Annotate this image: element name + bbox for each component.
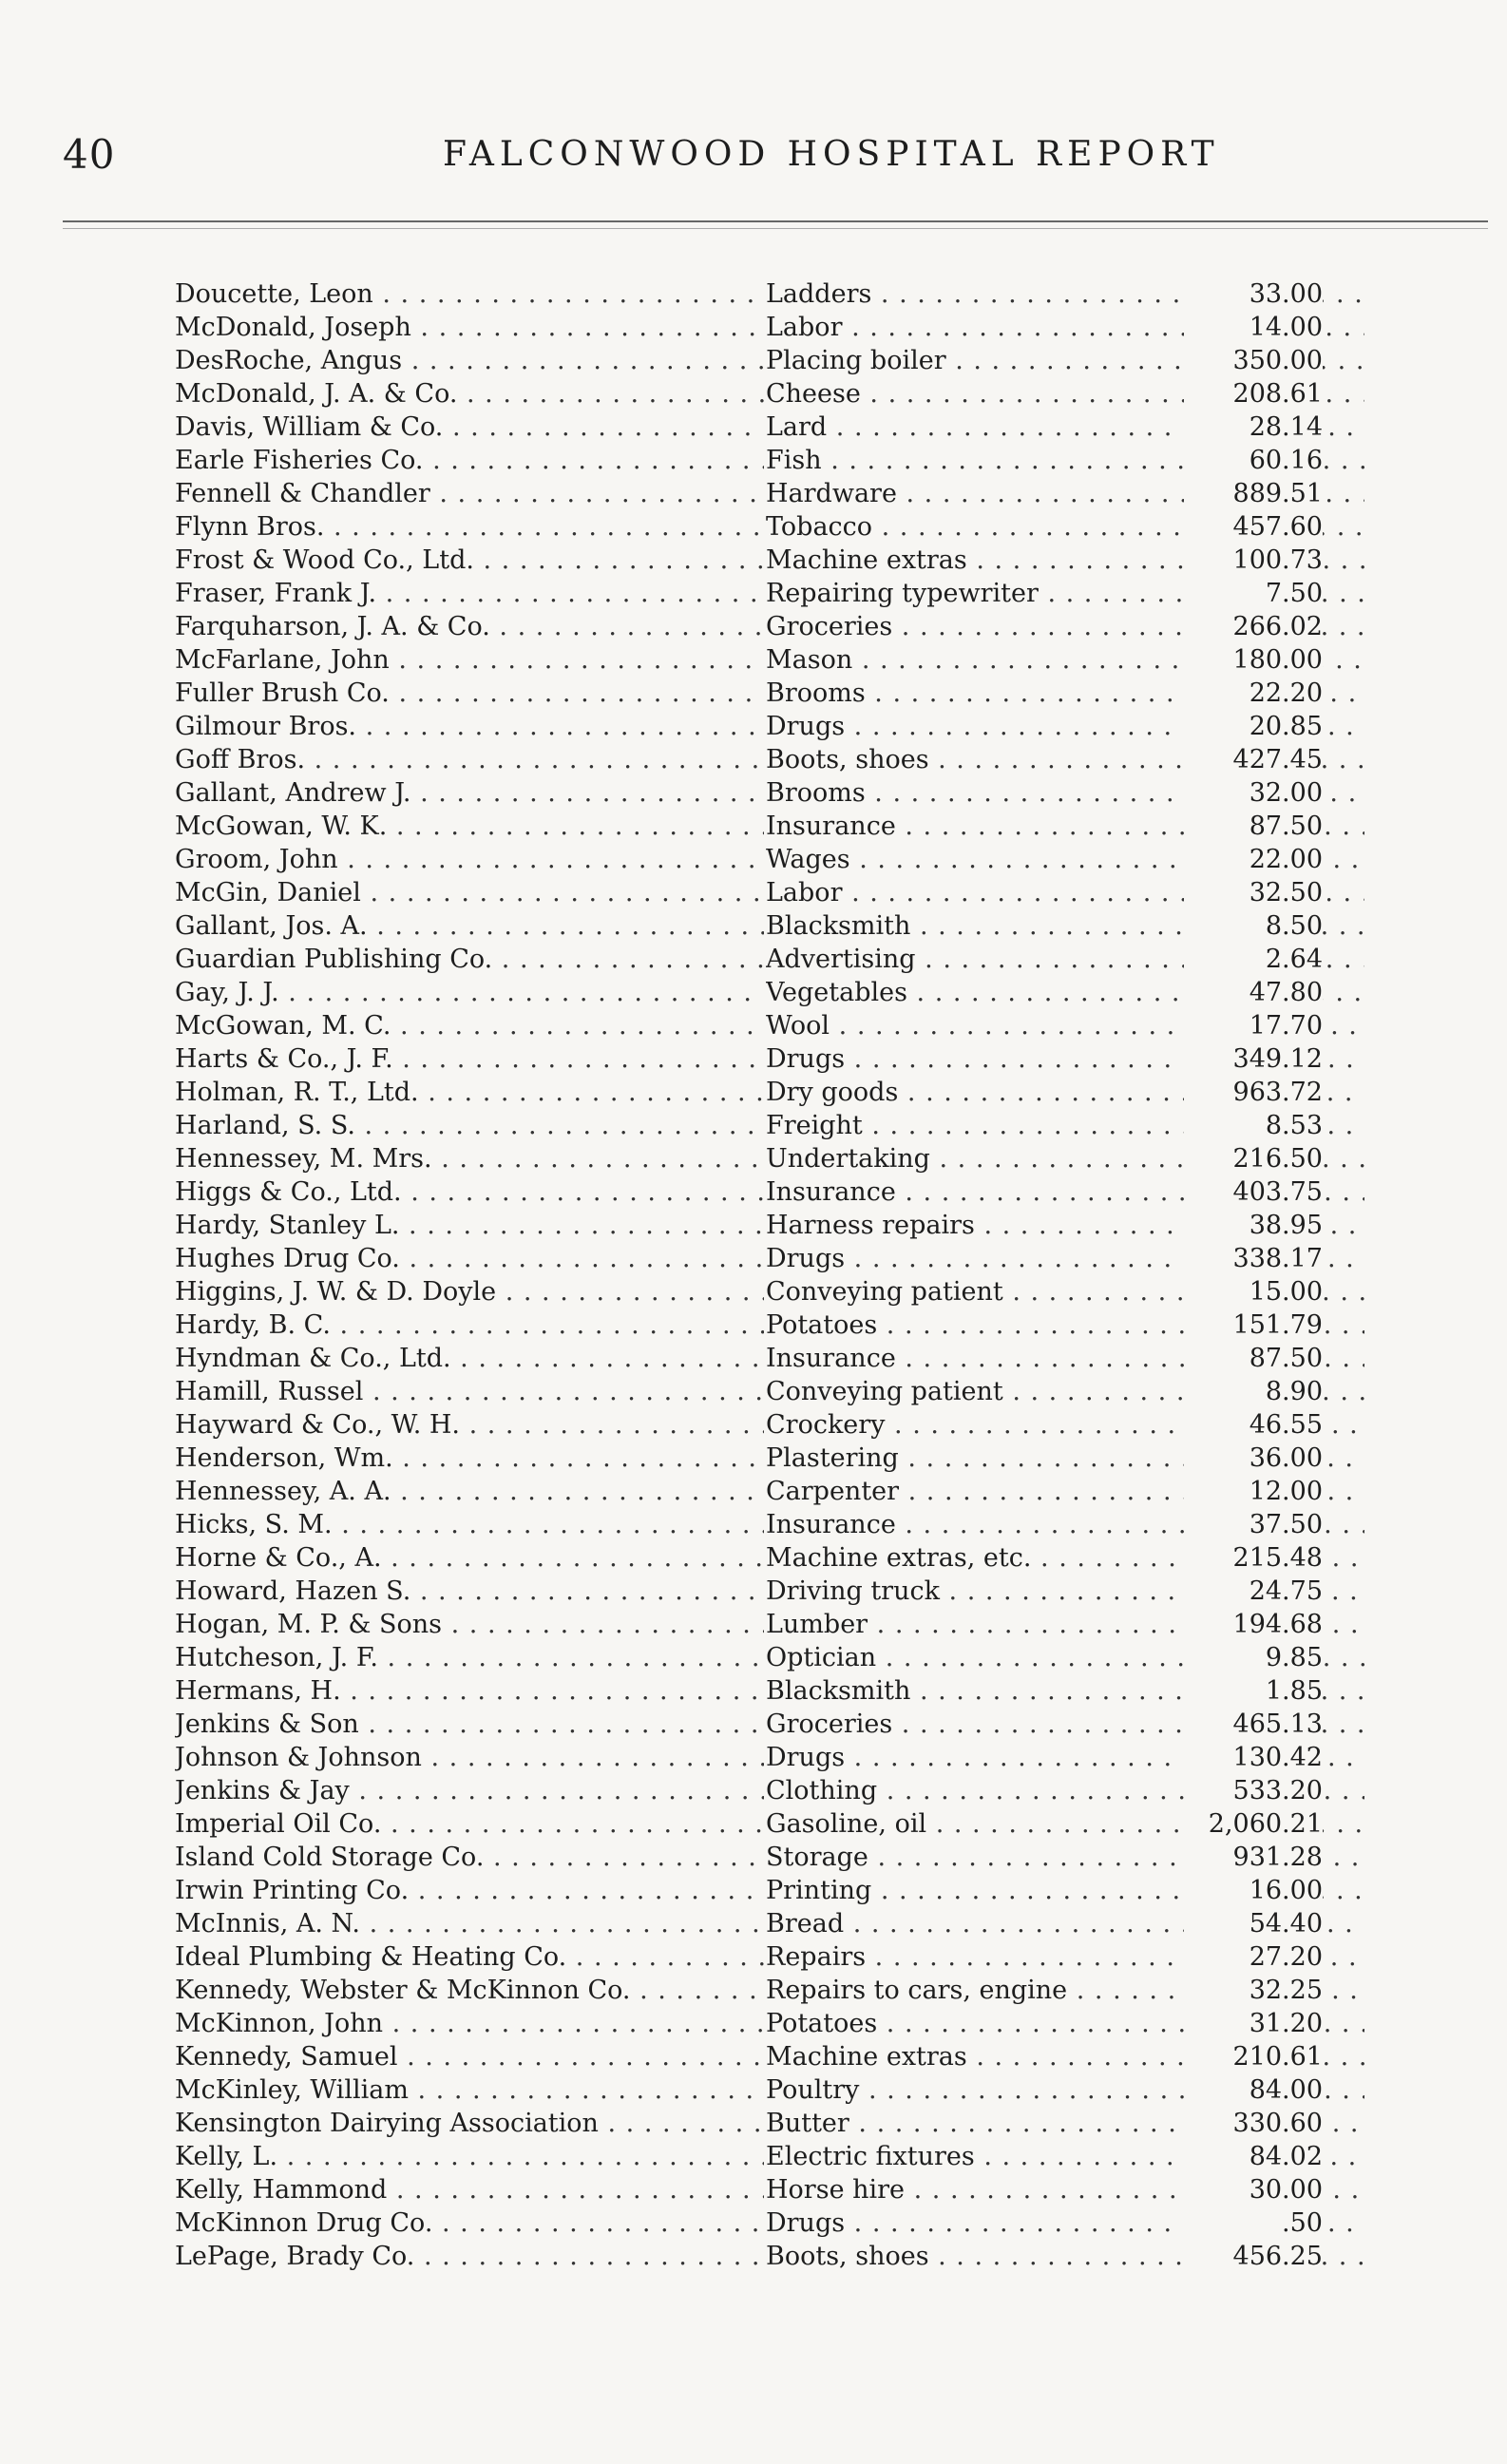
amount: 27.20: [1184, 1940, 1323, 1974]
payee-name: Kensington Dairying Association . . .: [175, 2107, 764, 2140]
expense-item: Drugs . . .: [766, 710, 1364, 743]
payee-name: McInnis, A. N. . . .: [175, 1907, 764, 1940]
payee-name: McFarlane, John . . .: [175, 643, 764, 677]
payee-name: Kennedy, Webster & McKinnon Co. . . .: [175, 1974, 764, 2007]
payee-name: Harland, S. S. . . .: [175, 1109, 764, 1142]
payee-name: Kelly, L. . . .: [175, 2140, 764, 2173]
amount: 32.25: [1184, 1974, 1323, 2007]
ledger-row: [175, 1674, 1323, 1708]
ledger-row: [175, 1142, 1323, 1175]
ledger-row: [175, 976, 1323, 1009]
ledger-row: [175, 1475, 1323, 1508]
header-divider-secondary: [63, 228, 1488, 229]
amount: 17.70: [1184, 1009, 1323, 1042]
expense-item: Conveying patient . . .: [766, 1275, 1364, 1308]
payee-name: Jenkins & Jay . . .: [175, 1774, 764, 1807]
amount: 7.50: [1184, 577, 1323, 610]
payee-name: Fuller Brush Co. . . .: [175, 677, 764, 710]
amount: 32.00: [1184, 776, 1323, 810]
ledger-row: [175, 677, 1323, 710]
ledger-row: [175, 1874, 1323, 1907]
amount: 47.80: [1184, 976, 1323, 1009]
payee-name: Hennessey, A. A. . . .: [175, 1475, 764, 1508]
payee-name: Farquharson, J. A. & Co. . . .: [175, 610, 764, 643]
payee-name: Kennedy, Samuel . . .: [175, 2040, 764, 2073]
amount: 87.50: [1184, 810, 1323, 843]
payee-name: Groom, John . . .: [175, 843, 764, 876]
amount: 38.95: [1184, 1209, 1323, 1242]
ledger-row: [175, 577, 1323, 610]
amount: 16.00: [1184, 1874, 1323, 1907]
payee-name: McDonald, J. A. & Co. . . .: [175, 377, 764, 411]
payee-name: Fennell & Chandler . . .: [175, 477, 764, 510]
header-divider: [63, 220, 1488, 222]
payee-name: Hardy, B. C. . . .: [175, 1308, 764, 1342]
payee-name: Henderson, Wm. . . .: [175, 1442, 764, 1475]
expense-item: Blacksmith . . .: [766, 1674, 1364, 1708]
payee-name: Guardian Publishing Co. . . .: [175, 943, 764, 976]
payee-name: Horne & Co., A. . . .: [175, 1541, 764, 1575]
amount: 54.40: [1184, 1907, 1323, 1940]
expense-item: Printing . . .: [766, 1874, 1364, 1907]
amount: 330.60: [1184, 2107, 1323, 2140]
ledger-row: [175, 2206, 1323, 2240]
payee-name: Johnson & Johnson . . .: [175, 1741, 764, 1774]
amount: 266.02: [1184, 610, 1323, 643]
payee-name: McGowan, W. K. . . .: [175, 810, 764, 843]
page-header: [63, 131, 1450, 188]
ledger-row: [175, 1841, 1323, 1874]
payee-name: McKinnon Drug Co. . . .: [175, 2206, 764, 2240]
amount: .50: [1184, 2206, 1323, 2240]
expense-item: Poultry . . .: [766, 2073, 1364, 2107]
expense-item: Insurance . . .: [766, 1342, 1364, 1375]
expense-item: Insurance . . .: [766, 1175, 1364, 1209]
payee-name: McDonald, Joseph . . .: [175, 311, 764, 344]
expense-item: Brooms . . .: [766, 677, 1364, 710]
amount: 32.50: [1184, 876, 1323, 909]
payee-name: Higgs & Co., Ltd. . . .: [175, 1175, 764, 1209]
expense-item: Wages . . .: [766, 843, 1364, 876]
ledger-row: [175, 710, 1323, 743]
expense-item: Optician . . .: [766, 1641, 1364, 1674]
expense-item: Storage . . .: [766, 1841, 1364, 1874]
ledger-row: [175, 2107, 1323, 2140]
ledger-row: [175, 1275, 1323, 1308]
ledger-row: [175, 1308, 1323, 1342]
payee-name: Hogan, M. P. & Sons . . .: [175, 1608, 764, 1641]
amount: 210.61: [1184, 2040, 1323, 2073]
amount: 36.00: [1184, 1442, 1323, 1475]
expense-item: Horse hire . . .: [766, 2173, 1364, 2206]
expense-item: Clothing . . .: [766, 1774, 1364, 1807]
payee-name: McGowan, M. C. . . .: [175, 1009, 764, 1042]
payee-name: Hennessey, M. Mrs. . . .: [175, 1142, 764, 1175]
ledger-row: [175, 1807, 1323, 1841]
payee-name: McGin, Daniel . . .: [175, 876, 764, 909]
amount: 31.20: [1184, 2007, 1323, 2040]
amount: 338.17: [1184, 1242, 1323, 1275]
payee-name: Hermans, H. . . .: [175, 1674, 764, 1708]
expense-item: Labor . . .: [766, 311, 1364, 344]
ledger-row: [175, 810, 1323, 843]
expense-item: Blacksmith . . .: [766, 909, 1364, 943]
ledger-row: [175, 1076, 1323, 1109]
payee-name: Ideal Plumbing & Heating Co. . . .: [175, 1940, 764, 1974]
expense-item: Bread . . .: [766, 1907, 1364, 1940]
ledger-row: [175, 909, 1323, 943]
expense-item: Wool . . .: [766, 1009, 1364, 1042]
ledger-row: [175, 1641, 1323, 1674]
expense-item: Plastering . . .: [766, 1442, 1364, 1475]
expense-item: Insurance . . .: [766, 810, 1364, 843]
ledger-row: [175, 1408, 1323, 1442]
expense-item: Repairs to cars, engine . . .: [766, 1974, 1364, 2007]
expense-item: Drugs . . .: [766, 2206, 1364, 2240]
amount: 33.00: [1184, 277, 1323, 311]
ledger-row: [175, 1109, 1323, 1142]
payee-name: Gilmour Bros. . . .: [175, 710, 764, 743]
amount: 22.00: [1184, 843, 1323, 876]
expense-item: Insurance . . .: [766, 1508, 1364, 1541]
expense-item: Undertaking . . .: [766, 1142, 1364, 1175]
expense-item: Labor . . .: [766, 876, 1364, 909]
ledger-row: [175, 2140, 1323, 2173]
amount: 963.72: [1184, 1076, 1323, 1109]
ledger-row: [175, 843, 1323, 876]
payee-name: Imperial Oil Co. . . .: [175, 1807, 764, 1841]
expense-item: Dry goods . . .: [766, 1076, 1364, 1109]
payee-name: Flynn Bros. . . .: [175, 510, 764, 544]
ledger-row: [175, 311, 1323, 344]
amount: 403.75: [1184, 1175, 1323, 1209]
payee-name: Kelly, Hammond . . .: [175, 2173, 764, 2206]
amount: 194.68: [1184, 1608, 1323, 1641]
ledger-row: [175, 277, 1323, 311]
expense-item: Boots, shoes . . .: [766, 743, 1364, 776]
amount: 37.50: [1184, 1508, 1323, 1541]
expense-item: Gasoline, oil . . .: [766, 1807, 1364, 1841]
payee-name: McKinley, William . . .: [175, 2073, 764, 2107]
ledger-row: [175, 1774, 1323, 1807]
amount: 2.64: [1184, 943, 1323, 976]
expense-item: Electric fixtures . . .: [766, 2140, 1364, 2173]
amount: 15.00: [1184, 1275, 1323, 1308]
amount: 8.50: [1184, 909, 1323, 943]
expense-item: Boots, shoes . . .: [766, 2240, 1364, 2273]
ledger-row: [175, 1541, 1323, 1575]
expense-item: Groceries . . .: [766, 610, 1364, 643]
amount: 8.90: [1184, 1375, 1323, 1408]
expense-item: Vegetables . . .: [766, 976, 1364, 1009]
amount: 24.75: [1184, 1575, 1323, 1608]
payee-name: Hardy, Stanley L. . . .: [175, 1209, 764, 1242]
amount: 2,060.21: [1184, 1807, 1323, 1841]
expense-item: Potatoes . . .: [766, 1308, 1364, 1342]
ledger-row: [175, 643, 1323, 677]
amount: 533.20: [1184, 1774, 1323, 1807]
ledger-row: [175, 2073, 1323, 2107]
amount: 100.73: [1184, 544, 1323, 577]
ledger-list: [175, 277, 1323, 2273]
expense-item: Brooms . . .: [766, 776, 1364, 810]
payee-name: Gallant, Andrew J. . . .: [175, 776, 764, 810]
expense-item: Ladders . . .: [766, 277, 1364, 311]
amount: 12.00: [1184, 1475, 1323, 1508]
payee-name: Earle Fisheries Co. . . .: [175, 444, 764, 477]
ledger-row: [175, 377, 1323, 411]
ledger-row: [175, 1209, 1323, 1242]
amount: 130.42: [1184, 1741, 1323, 1774]
amount: 151.79: [1184, 1308, 1323, 1342]
ledger-row: [175, 2007, 1323, 2040]
ledger-row: [175, 477, 1323, 510]
amount: 8.53: [1184, 1109, 1323, 1142]
payee-name: McKinnon, John . . .: [175, 2007, 764, 2040]
ledger-row: [175, 776, 1323, 810]
expense-item: Lard . . .: [766, 411, 1364, 444]
payee-name: Higgins, J. W. & D. Doyle . . .: [175, 1275, 764, 1308]
expense-item: Driving truck . . .: [766, 1575, 1364, 1608]
ledger-row: [175, 743, 1323, 776]
amount: 9.85: [1184, 1641, 1323, 1674]
expense-item: Crockery . . .: [766, 1408, 1364, 1442]
ledger-row: [175, 1974, 1323, 2007]
amount: 457.60: [1184, 510, 1323, 544]
payee-name: Hyndman & Co., Ltd. . . .: [175, 1342, 764, 1375]
payee-name: Davis, William & Co. . . .: [175, 411, 764, 444]
expense-item: Cheese . . .: [766, 377, 1364, 411]
payee-name: Hughes Drug Co. . . .: [175, 1242, 764, 1275]
payee-name: Doucette, Leon . . .: [175, 277, 764, 311]
expense-item: Mason . . .: [766, 643, 1364, 677]
expense-item: Carpenter . . .: [766, 1475, 1364, 1508]
amount: 215.48: [1184, 1541, 1323, 1575]
ledger-row: [175, 344, 1323, 377]
payee-name: Harts & Co., J. F. . . .: [175, 1042, 764, 1076]
ledger-row: [175, 610, 1323, 643]
expense-item: Conveying patient . . .: [766, 1375, 1364, 1408]
ledger-row: [175, 1708, 1323, 1741]
amount: 208.61: [1184, 377, 1323, 411]
expense-item: Drugs . . .: [766, 1741, 1364, 1774]
amount: 14.00: [1184, 311, 1323, 344]
amount: 350.00: [1184, 344, 1323, 377]
expense-item: Machine extras . . .: [766, 544, 1364, 577]
expense-item: Lumber . . .: [766, 1608, 1364, 1641]
payee-name: Gallant, Jos. A. . . .: [175, 909, 764, 943]
ledger-row: [175, 943, 1323, 976]
amount: 87.50: [1184, 1342, 1323, 1375]
payee-name: Holman, R. T., Ltd. . . .: [175, 1076, 764, 1109]
payee-name: Hicks, S. M. . . .: [175, 1508, 764, 1541]
expense-item: Potatoes . . .: [766, 2007, 1364, 2040]
expense-item: Drugs . . .: [766, 1042, 1364, 1076]
amount: 60.16: [1184, 444, 1323, 477]
amount: 180.00: [1184, 643, 1323, 677]
payee-name: Gay, J. J. . . .: [175, 976, 764, 1009]
ledger-row: [175, 876, 1323, 909]
expense-item: Fish . . .: [766, 444, 1364, 477]
payee-name: Island Cold Storage Co. . . .: [175, 1841, 764, 1874]
expense-item: Hardware . . .: [766, 477, 1364, 510]
payee-name: Jenkins & Son . . .: [175, 1708, 764, 1741]
amount: 30.00: [1184, 2173, 1323, 2206]
payee-name: DesRoche, Angus . . .: [175, 344, 764, 377]
payee-name: Hayward & Co., W. H. . . .: [175, 1408, 764, 1442]
ledger-row: [175, 1042, 1323, 1076]
ledger-row: [175, 1375, 1323, 1408]
expense-item: Groceries . . .: [766, 1708, 1364, 1741]
expense-item: Drugs . . .: [766, 1242, 1364, 1275]
expense-item: Placing boiler . . .: [766, 344, 1364, 377]
ledger-row: [175, 1940, 1323, 1974]
page-number: 40: [63, 131, 116, 178]
amount: 456.25: [1184, 2240, 1323, 2273]
expense-item: Advertising . . .: [766, 943, 1364, 976]
ledger-row: [175, 1508, 1323, 1541]
expense-item: Machine extras . . .: [766, 2040, 1364, 2073]
amount: 931.28: [1184, 1841, 1323, 1874]
ledger-row: [175, 444, 1323, 477]
expense-item: Butter . . .: [766, 2107, 1364, 2140]
ledger-row: [175, 544, 1323, 577]
amount: 216.50: [1184, 1142, 1323, 1175]
amount: 465.13: [1184, 1708, 1323, 1741]
ledger-row: [175, 1907, 1323, 1940]
amount: 28.14: [1184, 411, 1323, 444]
expense-item: Repairs . . .: [766, 1940, 1364, 1974]
payee-name: Irwin Printing Co. . . .: [175, 1874, 764, 1907]
ledger-row: [175, 510, 1323, 544]
payee-name: Frost & Wood Co., Ltd. . . .: [175, 544, 764, 577]
ledger-row: [175, 1741, 1323, 1774]
ledger-row: [175, 1608, 1323, 1641]
payee-name: LePage, Brady Co. . . .: [175, 2240, 764, 2273]
ledger-row: [175, 2240, 1323, 2273]
amount: 1.85: [1184, 1674, 1323, 1708]
ledger-row: [175, 2173, 1323, 2206]
ledger-row: [175, 2040, 1323, 2073]
expense-item: Repairing typewriter . . .: [766, 577, 1364, 610]
ledger-row: [175, 1009, 1323, 1042]
payee-name: Fraser, Frank J. . . .: [175, 577, 764, 610]
amount: 349.12: [1184, 1042, 1323, 1076]
amount: 20.85: [1184, 710, 1323, 743]
payee-name: Howard, Hazen S. . . .: [175, 1575, 764, 1608]
amount: 84.02: [1184, 2140, 1323, 2173]
payee-name: Goff Bros. . . .: [175, 743, 764, 776]
amount: 22.20: [1184, 677, 1323, 710]
payee-name: Hutcheson, J. F. . . .: [175, 1641, 764, 1674]
expense-item: Machine extras, etc. . . .: [766, 1541, 1364, 1575]
expense-item: Tobacco . . .: [766, 510, 1364, 544]
expense-item: Harness repairs . . .: [766, 1209, 1364, 1242]
ledger-row: [175, 1575, 1323, 1608]
ledger-row: [175, 1242, 1323, 1275]
ledger-row: [175, 411, 1323, 444]
ledger-row: [175, 1342, 1323, 1375]
page-title: FALCONWOOD HOSPITAL REPORT: [443, 135, 1220, 174]
amount: 427.45: [1184, 743, 1323, 776]
amount: 46.55: [1184, 1408, 1323, 1442]
payee-name: Hamill, Russel . . .: [175, 1375, 764, 1408]
amount: 889.51: [1184, 477, 1323, 510]
expense-item: Freight . . .: [766, 1109, 1364, 1142]
ledger-row: [175, 1442, 1323, 1475]
ledger-row: [175, 1175, 1323, 1209]
amount: 84.00: [1184, 2073, 1323, 2107]
